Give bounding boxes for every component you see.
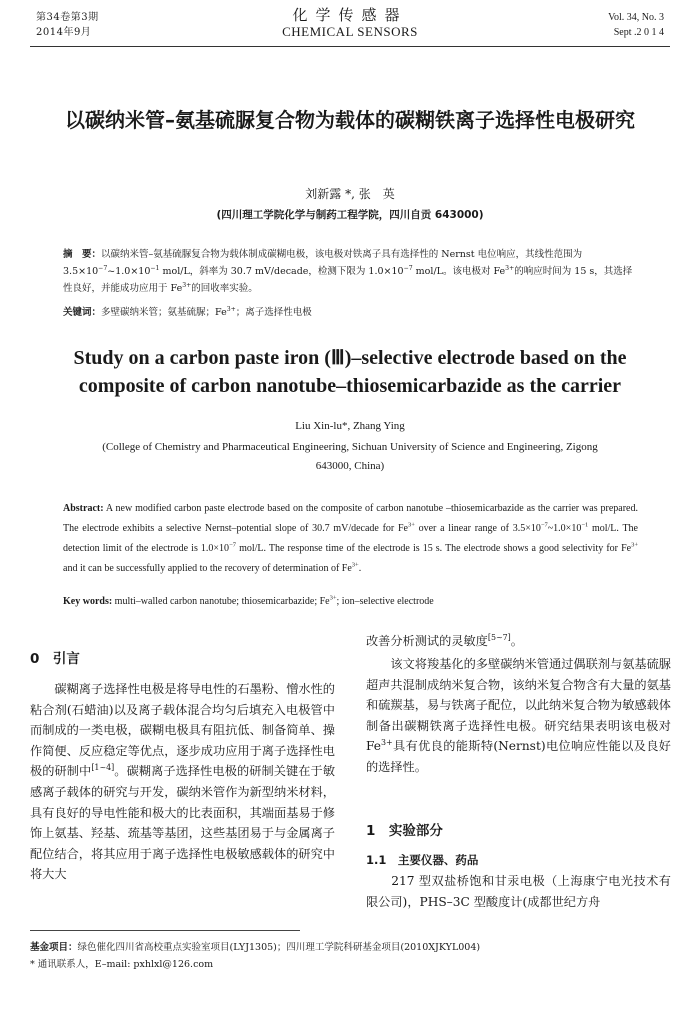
funding-label: 基金项目：: [30, 942, 78, 953]
running-header-right: [608, 10, 664, 40]
footnote-divider: [30, 930, 300, 931]
funding-footnote: 基金项目：绿色催化四川省高校重点实验室项目(LYJ1305)；四川理工学院科研基金项目(2010XJKYL004): [30, 942, 481, 953]
right-column-paragraph-2: 该文将羧基化的多壁碳纳米管通过偶联剂与氨基硫脲超声共混制成纳米复合物，该纳米复合物含有大量的氨基和硫羰基，易与铁离子配位，以此纳米复合物为敏感载体制备出碳糊铁离子选择性电极。研究结果表明该电极对 $Fe^{3+}$具有优良的能斯特(Nernst)电位响应性能以及良好的选择性。: [366, 657, 671, 774]
abstract-en: Abstract: A new modified carbon paste electrode based on the composite of carbon nanotube –thiosemicarbazide as the carrier was prepared. The electrode exhibits a selective Nernst–potential slope of 30.7 mV/decade for $Fe^{3+}$ over a linear range of $3.5\times 10^{-7}\sim 1.0\times 10^{-1}$ mol/L. The detection limit of the electrode is $1.0\times 10^{-7}$ mol/L. The response time of the electrode is 15 s. The electrode shows a good selectivity for $Fe^{3+}$ and it can be successfully applied to the recovery of determination of $Fe^{3+}$.: [63, 503, 638, 574]
journal-name: [0, 6, 700, 40]
authors-en: Liu Xin-lu*, Zhang Ying: [295, 420, 405, 432]
keywords-en: Key words: multi–walled carbon nanotube; thiosemicarbazide; $Fe^{3+}$; ion–selective electrode: [63, 594, 434, 607]
journal-name-cn: 化学传感器: [292, 6, 408, 24]
citation: [1~4]: [91, 763, 115, 773]
header-divider: [30, 46, 670, 47]
abstract-cn: 摘 要：以碳纳米管–氨基硫脲复合物为载体制成碳糊电极，该电极对铁离子具有选择性的 Nernst 电位响应，其线性范围为 $3.5\times 10^{-7}\sim 1.0\times 10^{-1}$ mol/L，斜率为 30.7 mV/decade，检测下限为 $1.0\times 10^{-7}$ mol/L。该电极对 $Fe^{3+}$的响应时间为 15 s，其选择性良好，并能成功应用于 $Fe^{3+}$的回收率实验。: [63, 249, 633, 294]
affiliation-cn: (四川理工学院化学与制药工程学院，四川自贡 643000): [216, 209, 484, 221]
date-en: Sept .2 0 1 4: [613, 27, 664, 38]
right-column-paragraph-1: 改善分析测试的灵敏度[5~7]。: [366, 632, 523, 648]
section-1-1-heading: 1.1 主要仪器、药品: [366, 853, 479, 867]
affiliation-en: (College of Chemistry and Pharmaceutical Engineering, Sichuan University of Science and Engineering, Zigong 643000, China): [102, 441, 598, 472]
contact-footnote: * 通讯联系人，E–mail: pxhlxl@126.com: [30, 959, 214, 970]
paper-title-en: Study on a carbon paste iron (Ⅲ)–selective electrode based on the composite of carbon nanotube–thiosemicarbazide as the carrier: [73, 347, 627, 397]
keywords-label-en: Key words:: [63, 596, 113, 607]
journal-name-en: CHEMICAL SENSORS: [282, 24, 418, 39]
volume-issue-cn: 第34卷第3期: [36, 12, 99, 23]
volume-issue-en: Vol. 34, No. 3: [608, 12, 664, 23]
section-0-paragraph: 碳糊离子选择性电极是将导电性的石墨粉、憎水性的粘合剂(石蜡油)以及离子载体混合均匀后填充入电极管中而制成的一类电极，碳糊电极具有阻抗低、制备简单、操作简便、反应稳定等优点，逐步成功应用于离子选择性电极的研制中[1~4]。碳糊离子选择性电极的研制关键在于敏感离子载体的研究与开发，碳纳米管作为新型纳米材料，具有良好的导电性能和极大的比表面积，其端面基易于修饰上氨基、羟基、巯基等基团，这些基团易于与金属离子配位结合，将其应用于离子选择性电极敏感载体的研究中将大大: [30, 682, 336, 882]
abstract-label-en: Abstract:: [63, 503, 104, 514]
keywords-label-cn: 关键词：: [63, 307, 102, 318]
section-0-heading: 0 引言: [30, 651, 80, 667]
abstract-label-cn: 摘 要：: [63, 249, 102, 260]
authors-cn: 刘新露 *, 张 英: [305, 187, 395, 201]
section-1-1-paragraph: 217 型双盐桥饱和甘汞电极（上海康宁电光技术有限公司)，PHS–3C 型酸度计(成都世纪方舟: [366, 874, 671, 909]
keywords-cn: 关键词：多壁碳纳米管；氨基硫脲；$Fe^{3+}$；离子选择性电极: [63, 305, 312, 318]
date-cn: 2014年9月: [36, 27, 92, 38]
section-1-heading: 1 实验部分: [366, 823, 443, 839]
paper-title-cn: 以碳纳米管–氨基硫脲复合物为载体的碳糊铁离子选择性电极研究: [65, 108, 635, 132]
citation: [5~7]: [487, 632, 511, 642]
